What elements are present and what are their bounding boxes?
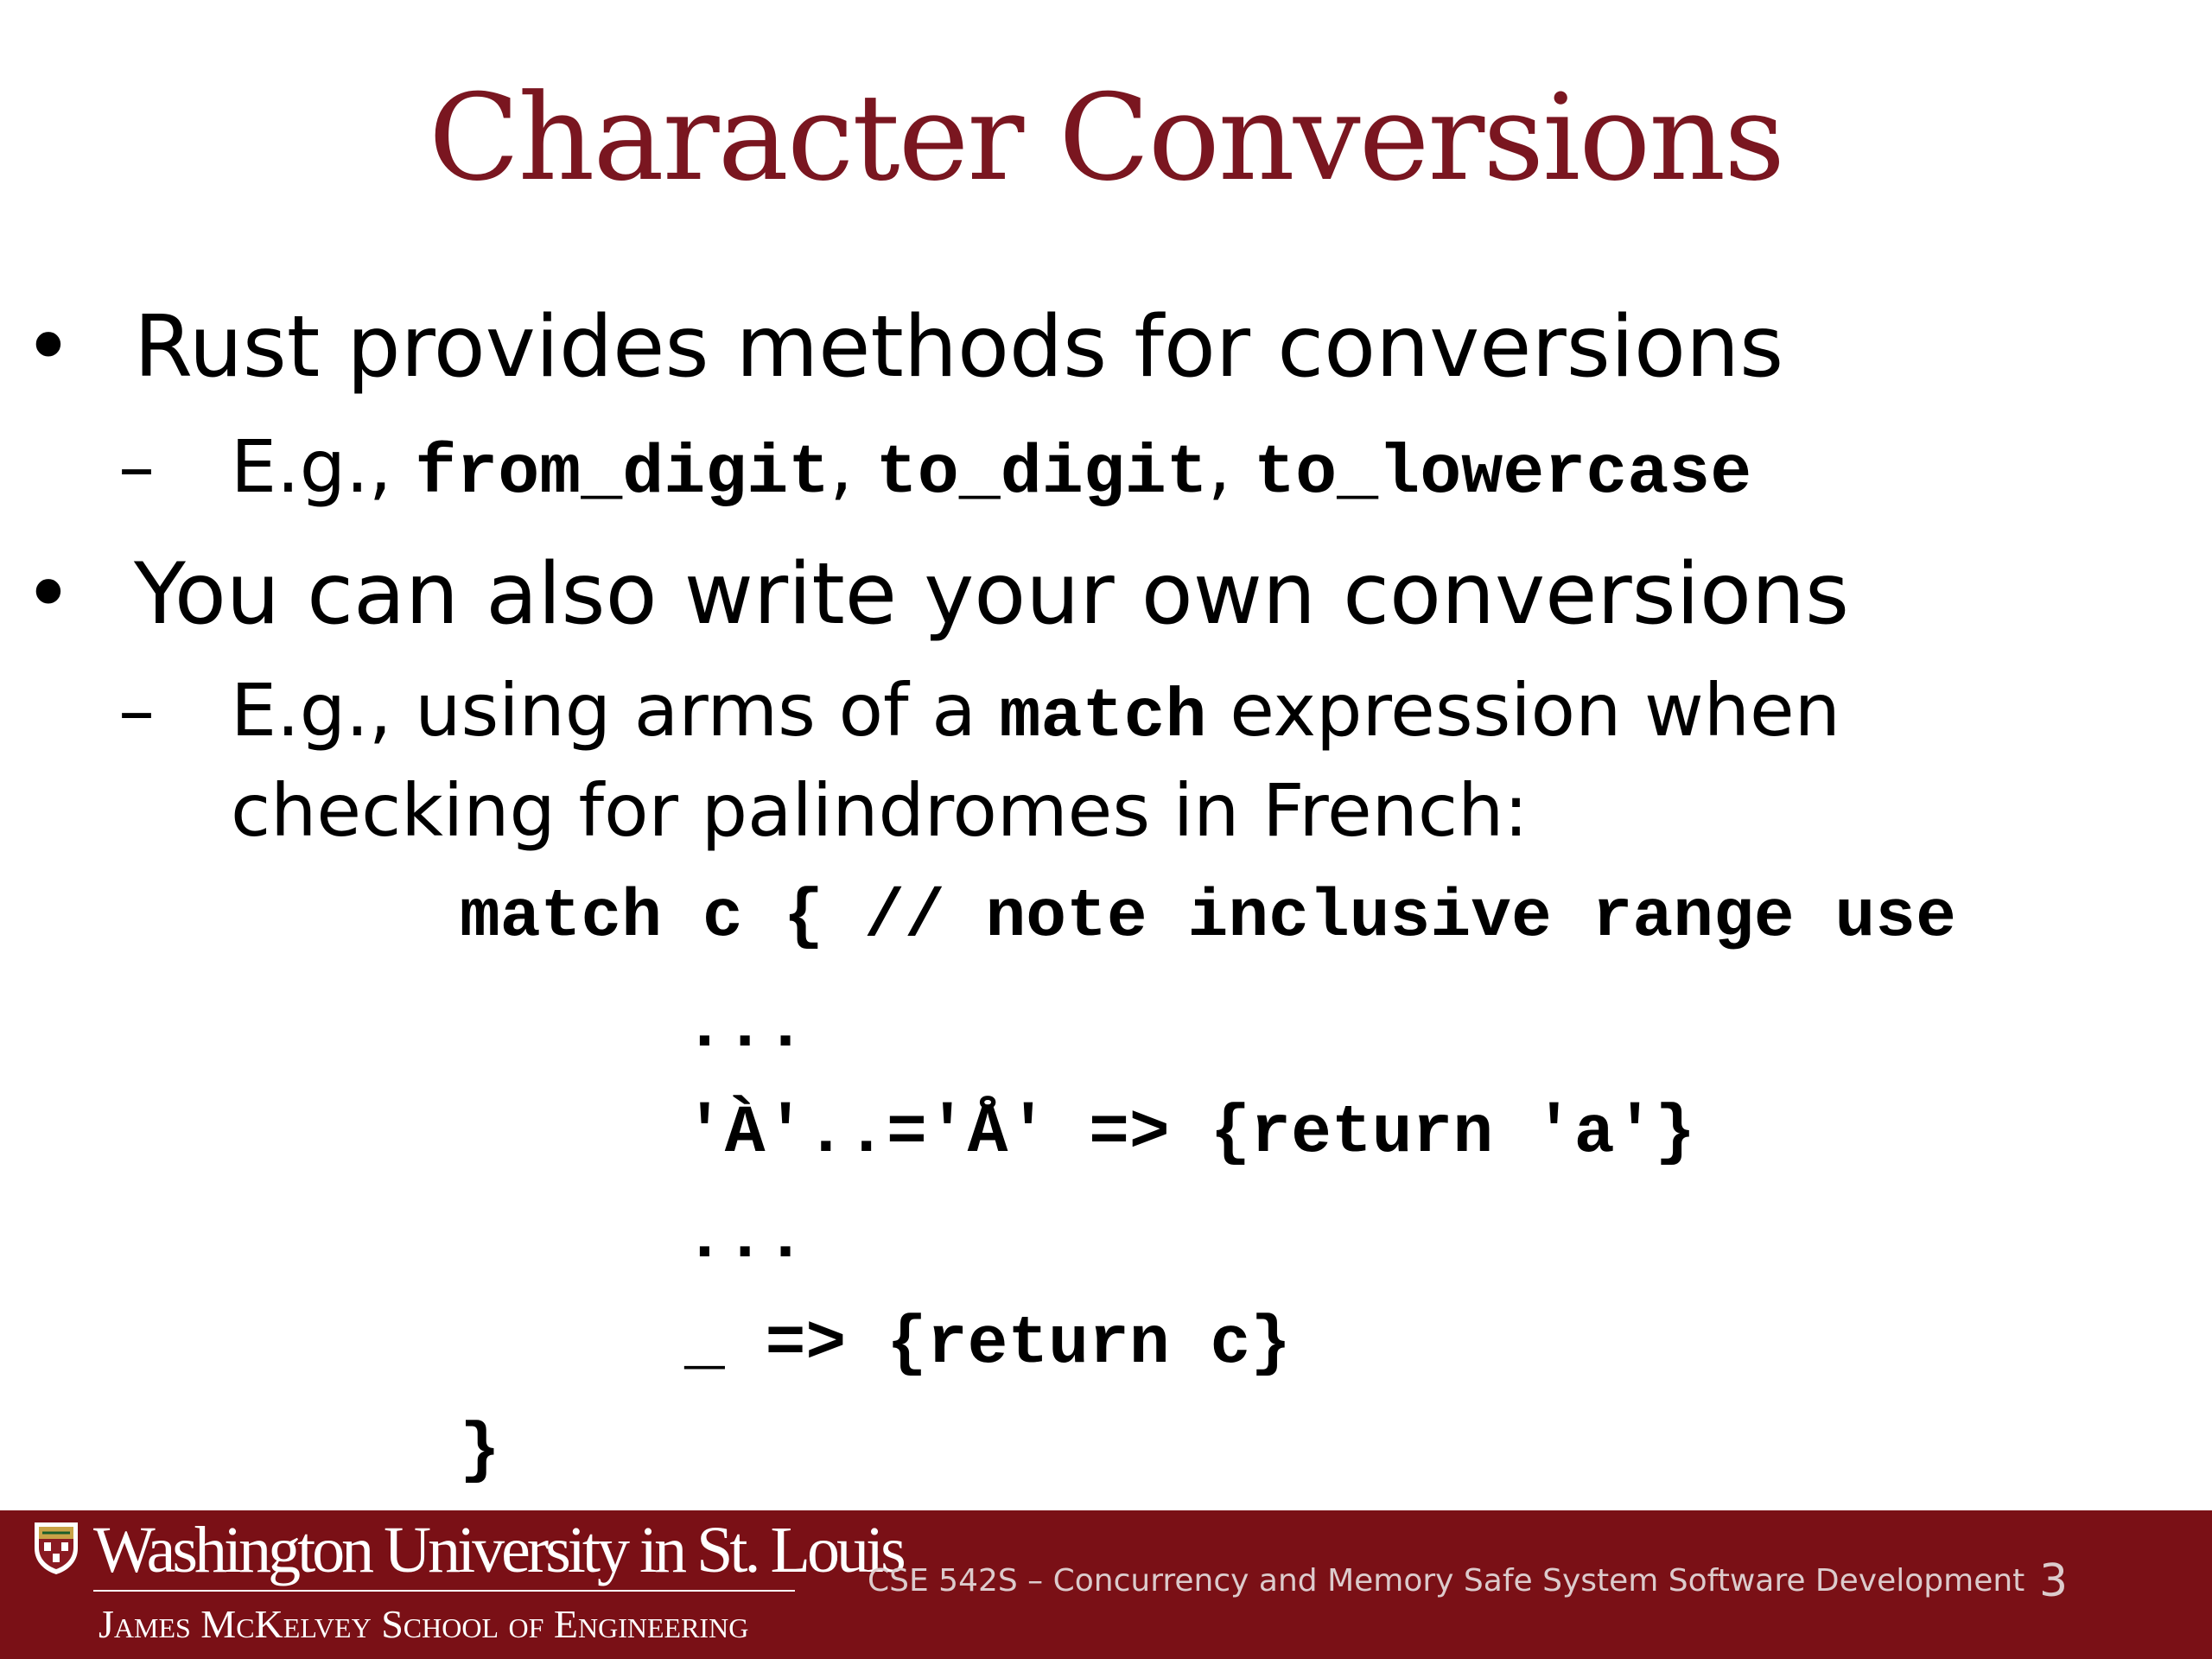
bullet-2 (23, 543, 1850, 646)
code-line: match c { // note inclusive range use (460, 880, 1956, 956)
bullet-1-text: Rust provides methods for conversions (134, 298, 1784, 397)
university-name: Washington University in St. Louis (93, 1514, 903, 1586)
code-line: _ => {return c} (684, 1306, 1292, 1382)
sub-prefix: E.g., (231, 424, 416, 509)
sub-separator: , (830, 424, 876, 509)
bullet-2-sub (118, 662, 1840, 766)
code-line: 'À'..='Å' => {return 'a'} (684, 1096, 1696, 1172)
bullet-1 (23, 296, 1784, 399)
course-title: CSE 542S – Concurrency and Memory Safe System Software Development (868, 1563, 2025, 1599)
footer-divider (93, 1590, 795, 1592)
code-from-digit: from_digit (415, 435, 830, 513)
sub-suffix: expression when (1206, 668, 1840, 753)
bullet-2-text: You can also write your own conversions (134, 545, 1850, 644)
footer-bar (0, 1510, 2212, 1659)
bullet-2-sub-line2: checking for palindromes in French: (231, 768, 1529, 853)
code-match: match (999, 678, 1207, 757)
code-to-lowercase: to_lowercase (1254, 435, 1752, 513)
sub-separator: , (1207, 424, 1255, 509)
bullet-1-sub-marker: – (118, 424, 155, 509)
bullet-1-sub (118, 418, 1752, 523)
slide-title: Character Conversions (428, 68, 1784, 207)
code-line: ... (684, 1201, 806, 1277)
sub-prefix: E.g., using arms of a (231, 668, 1000, 753)
code-line: } (460, 1414, 500, 1490)
page-number: 3 (2039, 1555, 2069, 1607)
bullet-2-marker: • (23, 545, 73, 644)
school-name: James McKelvey School of Engineering (99, 1602, 749, 1646)
university-crest-icon (31, 1519, 81, 1576)
bullet-2-sub-marker: – (118, 668, 155, 753)
code-line: ... (684, 990, 806, 1066)
bullet-1-marker: • (23, 298, 73, 397)
code-to-digit: to_digit (875, 435, 1208, 513)
